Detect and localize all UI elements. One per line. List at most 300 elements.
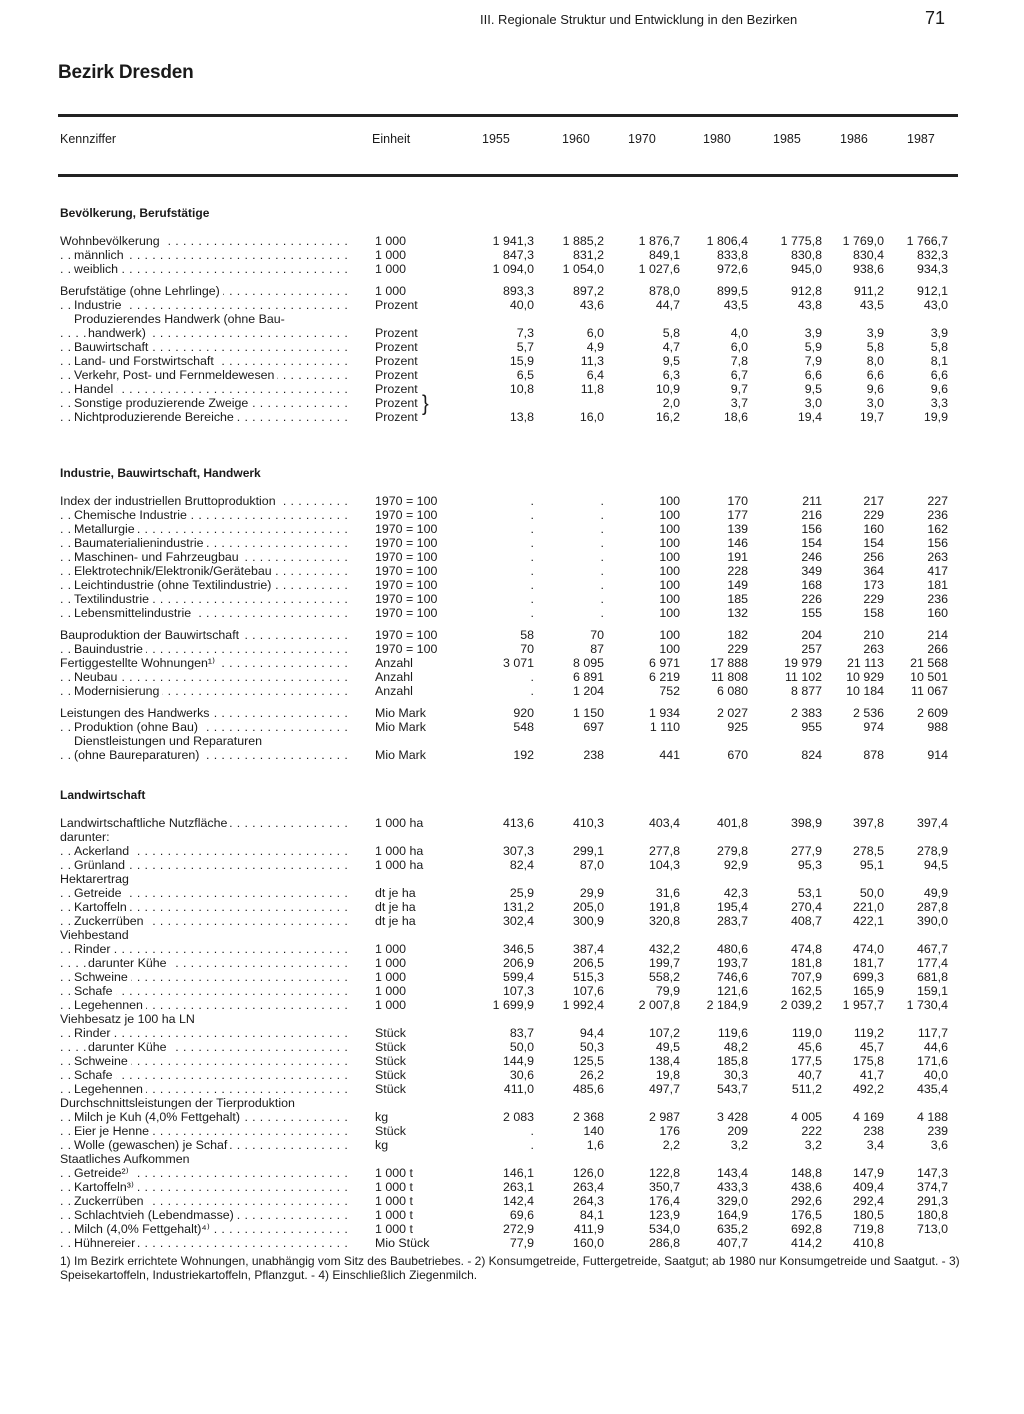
- row-value: 497,7: [648, 1082, 680, 1096]
- row-value: 84,1: [579, 1208, 604, 1222]
- row-label-text: Wolle (gewaschen) je Schaf: [74, 1138, 230, 1152]
- row-value: 2 383: [790, 706, 822, 720]
- row-value: 30,6: [509, 1068, 534, 1082]
- row-value: 257: [801, 642, 822, 656]
- row-value: 3,0: [866, 396, 884, 410]
- row-value: 407,7: [716, 1236, 748, 1250]
- row-label: [60, 1040, 350, 1054]
- row-value: 148,8: [790, 1166, 822, 1180]
- row-value: 31,6: [655, 886, 680, 900]
- row-value: 92,9: [723, 858, 748, 872]
- row-value: 17 888: [710, 656, 748, 670]
- row-label: [60, 970, 350, 984]
- row-value: 83,7: [509, 1026, 534, 1040]
- row-value: 1 775,8: [780, 234, 822, 248]
- table-row: [0, 942, 1024, 956]
- row-value: 1 992,4: [562, 998, 604, 1012]
- row-value: .: [530, 578, 534, 592]
- row-value: 264,3: [572, 1194, 604, 1208]
- row-label: [60, 1054, 350, 1068]
- row-value: 138,4: [648, 1054, 680, 1068]
- row-value: 214: [927, 628, 948, 642]
- page-title: Bezirk Dresden: [58, 62, 194, 83]
- table-row: [0, 248, 1024, 262]
- table-row: [0, 1026, 1024, 1040]
- row-unit: 1 000: [375, 956, 407, 970]
- row-label: [60, 508, 350, 522]
- row-value: 154: [801, 536, 822, 550]
- row-label-text: Produktion (ohne Bau): [74, 720, 201, 734]
- row-unit: 1 000: [375, 998, 407, 1012]
- row-label: [60, 706, 350, 720]
- row-value: 3 428: [716, 1110, 748, 1124]
- row-value: 100: [659, 628, 680, 642]
- table-row: [0, 656, 1024, 670]
- row-unit: 1970 = 100: [375, 578, 438, 592]
- row-value: 168: [801, 578, 822, 592]
- row-value: 100: [659, 522, 680, 536]
- row-value: 4 169: [852, 1110, 884, 1124]
- row-value: 410,8: [852, 1236, 884, 1250]
- row-value: 6 971: [648, 656, 680, 670]
- row-value: 185: [727, 592, 748, 606]
- row-value: 195,4: [716, 900, 748, 914]
- row-value: 287,8: [916, 900, 948, 914]
- row-value: 229: [727, 642, 748, 656]
- row-value: 6,6: [930, 368, 948, 382]
- row-label: [60, 684, 350, 698]
- row-label: [60, 354, 350, 368]
- row-value: 3,0: [804, 396, 822, 410]
- header-label: Kennziffer: [60, 132, 117, 146]
- row-label-text: Metallurgie: [74, 522, 138, 536]
- row-unit: 1 000 t: [375, 1194, 413, 1208]
- table-row: [0, 670, 1024, 684]
- row-unit: 1970 = 100: [375, 642, 438, 656]
- row-value: 263,1: [502, 1180, 534, 1194]
- row-value: 832,3: [916, 248, 948, 262]
- row-label-text: Lebensmittelindustrie: [74, 606, 194, 620]
- row-value: 239: [927, 1124, 948, 1138]
- row-value: .: [600, 606, 604, 620]
- table-row: [0, 592, 1024, 606]
- table-row: [0, 928, 1024, 942]
- row-value: 830,4: [852, 248, 884, 262]
- row-value: 10,8: [509, 382, 534, 396]
- row-value: 9,6: [866, 382, 884, 396]
- table-row: [0, 886, 1024, 900]
- row-label: [60, 396, 350, 410]
- brace-mark: }: [422, 391, 429, 417]
- row-label-text: Baumaterialienindustrie: [74, 536, 207, 550]
- row-value: 2 184,9: [706, 998, 748, 1012]
- row-value: 6 219: [648, 670, 680, 684]
- row-value: 2 609: [916, 706, 948, 720]
- row-unit: 1970 = 100: [375, 592, 438, 606]
- table-row: [0, 998, 1024, 1012]
- row-value: 277,8: [648, 844, 680, 858]
- row-value: 432,2: [648, 942, 680, 956]
- row-unit: kg: [375, 1138, 389, 1152]
- table-row: [0, 1096, 1024, 1110]
- row-value: 4 188: [916, 1110, 948, 1124]
- row-value: 146: [727, 536, 748, 550]
- row-label-text: Maschinen- und Fahrzeugbau: [74, 550, 242, 564]
- row-value: .: [530, 670, 534, 684]
- row-value: 180,8: [916, 1208, 948, 1222]
- row-unit: Mio Mark: [375, 706, 426, 720]
- row-value: 209: [727, 1124, 748, 1138]
- row-value: 6 080: [716, 684, 748, 698]
- row-value: 19,4: [797, 410, 822, 424]
- row-unit: Mio Mark: [375, 748, 426, 762]
- row-unit: 1970 = 100: [375, 508, 438, 522]
- row-label-text: Viehbestand: [60, 928, 132, 942]
- row-value: 144,9: [502, 1054, 534, 1068]
- row-value: 920: [513, 706, 534, 720]
- row-value: 346,5: [502, 942, 534, 956]
- table-row: [0, 900, 1024, 914]
- row-value: 79,9: [655, 984, 680, 998]
- row-unit: 1 000 ha: [375, 816, 424, 830]
- row-value: 211: [802, 494, 822, 508]
- row-value: 49,5: [655, 1040, 680, 1054]
- row-unit: 1970 = 100: [375, 564, 438, 578]
- row-label: [60, 1096, 350, 1110]
- row-value: 1 094,0: [492, 262, 534, 276]
- row-value: .: [600, 592, 604, 606]
- row-label-text: Zuckerrüben: [74, 914, 147, 928]
- row-value: 147,9: [852, 1166, 884, 1180]
- row-value: 50,0: [509, 1040, 534, 1054]
- row-value: 43,5: [723, 298, 748, 312]
- row-value: 19,8: [655, 1068, 680, 1082]
- row-value: 158: [863, 606, 884, 620]
- row-label: [60, 1166, 350, 1180]
- row-value: 7,8: [730, 354, 748, 368]
- row-value: 681,8: [916, 970, 948, 984]
- row-value: 45,6: [797, 1040, 822, 1054]
- table-row: [0, 706, 1024, 720]
- row-value: 192: [513, 748, 534, 762]
- row-unit: 1970 = 100: [375, 606, 438, 620]
- row-value: 43,5: [859, 298, 884, 312]
- row-value: 100: [659, 536, 680, 550]
- row-label-text: Neubau: [74, 670, 120, 684]
- row-value: 2 083: [502, 1110, 534, 1124]
- row-value: 897,2: [572, 284, 604, 298]
- row-value: 1 957,7: [842, 998, 884, 1012]
- row-label-text: darunter Kühe: [88, 1040, 170, 1054]
- row-value: 175,8: [852, 1054, 884, 1068]
- row-label-text: Durchschnittsleistungen der Tierproduktion: [60, 1096, 298, 1110]
- row-label: [60, 564, 350, 578]
- row-value: 972,6: [716, 262, 748, 276]
- row-value: 19 979: [784, 656, 822, 670]
- row-unit: dt je ha: [375, 900, 416, 914]
- row-value: 2 027: [716, 706, 748, 720]
- row-value: .: [600, 550, 604, 564]
- row-value: 263,4: [572, 1180, 604, 1194]
- row-value: 2,2: [662, 1138, 680, 1152]
- row-value: 256: [863, 550, 884, 564]
- row-value: 221,0: [852, 900, 884, 914]
- row-unit: Anzahl: [375, 684, 413, 698]
- row-value: 5,8: [930, 340, 948, 354]
- row-value: 2 368: [572, 1110, 604, 1124]
- row-label-text: Legehennen: [74, 1082, 146, 1096]
- row-value: 170: [727, 494, 748, 508]
- table-row: [0, 1208, 1024, 1222]
- row-label: [60, 326, 350, 340]
- row-unit: 1 000: [375, 234, 407, 248]
- row-value: 140: [583, 1124, 604, 1138]
- row-value: 830,8: [790, 248, 822, 262]
- footnotes: [60, 1254, 970, 1282]
- row-value: 58: [520, 628, 534, 642]
- row-value: .: [600, 564, 604, 578]
- row-value: 824: [801, 748, 822, 762]
- row-label-text: Milch (4,0% Fettgehalt)⁴⁾: [74, 1222, 213, 1236]
- row-value: 107,2: [648, 1026, 680, 1040]
- row-label: [60, 1236, 350, 1250]
- row-label: [60, 410, 350, 424]
- row-value: 3,4: [866, 1138, 884, 1152]
- row-value: 364: [863, 564, 884, 578]
- row-value: 1 110: [649, 720, 680, 734]
- row-label-text: Schlachtvieh (Lebendmasse): [74, 1208, 237, 1222]
- row-unit: 1 000 t: [375, 1166, 413, 1180]
- row-value: 180,5: [852, 1208, 884, 1222]
- row-value: 44,7: [655, 298, 680, 312]
- row-value: 833,8: [716, 248, 748, 262]
- row-label: [60, 298, 350, 312]
- row-value: .: [530, 494, 534, 508]
- row-label: [60, 578, 350, 592]
- row-value: 914: [927, 748, 948, 762]
- row-value: 1 027,6: [638, 262, 680, 276]
- row-label-text: Zuckerrüben: [74, 1194, 147, 1208]
- row-value: 30,3: [723, 1068, 748, 1082]
- row-value: 45,7: [859, 1040, 884, 1054]
- row-value: 191: [727, 550, 748, 564]
- row-value: 320,8: [648, 914, 680, 928]
- row-value: 441: [659, 748, 680, 762]
- row-value: 1 730,4: [906, 998, 948, 1012]
- row-label: [60, 550, 350, 564]
- table-row: [0, 326, 1024, 340]
- row-label-text: Getreide²⁾: [74, 1166, 132, 1180]
- row-label: [60, 1152, 350, 1166]
- row-label-text: Index der industriellen Bruttoproduktion: [60, 494, 279, 508]
- row-value: 1 806,4: [706, 234, 748, 248]
- row-value: 3 071: [502, 656, 534, 670]
- row-value: 29,9: [579, 886, 604, 900]
- row-value: 53,1: [797, 886, 822, 900]
- row-value: 131,2: [502, 900, 534, 914]
- row-value: 307,3: [502, 844, 534, 858]
- row-value: 193,7: [716, 956, 748, 970]
- row-value: 713,0: [916, 1222, 948, 1236]
- row-value: .: [530, 684, 534, 698]
- row-value: 849,1: [648, 248, 680, 262]
- row-value: 19,9: [923, 410, 948, 424]
- row-label: [60, 844, 350, 858]
- row-unit: 1970 = 100: [375, 494, 438, 508]
- row-label-text: Schweine: [74, 970, 131, 984]
- row-value: 692,8: [790, 1222, 822, 1236]
- row-value: 210: [863, 628, 884, 642]
- row-label: [60, 748, 350, 762]
- row-value: 1 204: [572, 684, 604, 698]
- row-value: 2 039,2: [780, 998, 822, 1012]
- row-value: 292,6: [790, 1194, 822, 1208]
- row-label-text: Hühnereier: [74, 1236, 138, 1250]
- row-label: [60, 536, 350, 550]
- row-value: 11 067: [911, 684, 948, 698]
- row-value: 100: [659, 508, 680, 522]
- table-row: [0, 816, 1024, 830]
- row-value: 492,2: [852, 1082, 884, 1096]
- row-label: [60, 1194, 350, 1208]
- row-value: 171,6: [916, 1054, 948, 1068]
- row-value: 227: [927, 494, 948, 508]
- row-label: [60, 1208, 350, 1222]
- row-label: [60, 628, 350, 642]
- table-row: [0, 578, 1024, 592]
- row-label-text: Getreide: [74, 886, 125, 900]
- row-value: 8 877: [790, 684, 822, 698]
- row-value: .: [530, 1124, 534, 1138]
- row-value: 2 536: [852, 706, 884, 720]
- row-value: 878: [863, 748, 884, 762]
- table-row: [0, 1194, 1024, 1208]
- row-value: 10 501: [910, 670, 948, 684]
- row-unit: 1970 = 100: [375, 550, 438, 564]
- table-row: [0, 522, 1024, 536]
- row-value: 329,0: [716, 1194, 748, 1208]
- row-unit: Stück: [375, 1026, 406, 1040]
- row-value: 350,7: [648, 1180, 680, 1194]
- row-value: 8,0: [866, 354, 884, 368]
- row-value: .: [600, 578, 604, 592]
- table-header-row: [0, 132, 1024, 150]
- row-unit: 1 000: [375, 284, 407, 298]
- row-value: 95,1: [859, 858, 884, 872]
- row-value: 160: [927, 606, 948, 620]
- row-unit: Mio Stück: [375, 1236, 430, 1250]
- row-unit: 1 000 t: [375, 1208, 413, 1222]
- row-value: 1 054,0: [562, 262, 604, 276]
- row-unit: 1 000: [375, 942, 407, 956]
- row-value: 176,4: [648, 1194, 680, 1208]
- row-label-text: Legehennen: [74, 998, 146, 1012]
- table-row: [0, 1166, 1024, 1180]
- row-value: 272,9: [502, 1222, 534, 1236]
- row-value: 216: [801, 508, 822, 522]
- row-value: 21 568: [910, 656, 948, 670]
- row-value: 467,7: [916, 942, 948, 956]
- row-value: 50,3: [579, 1040, 604, 1054]
- row-label: [60, 1124, 350, 1138]
- row-value: 411,0: [503, 1082, 534, 1096]
- row-label-text: männlich: [74, 248, 127, 262]
- row-value: 9,6: [930, 382, 948, 396]
- row-value: 300,9: [572, 914, 604, 928]
- row-unit: Prozent: [375, 382, 418, 396]
- row-label: [60, 900, 350, 914]
- row-value: 6,5: [516, 368, 534, 382]
- row-value: 4,9: [586, 340, 604, 354]
- row-value: .: [530, 606, 534, 620]
- row-value: 5,9: [804, 340, 822, 354]
- row-value: 1 941,3: [492, 234, 534, 248]
- header-year: 1986: [840, 132, 868, 146]
- row-label: [60, 494, 350, 508]
- table-row: [0, 1180, 1024, 1194]
- row-unit: Stück: [375, 1124, 406, 1138]
- row-label-text: Elektrotechnik/Elektronik/Gerätebau: [74, 564, 275, 578]
- table-row: [0, 340, 1024, 354]
- row-label-text: handwerk): [88, 326, 149, 340]
- row-value: 121,6: [716, 984, 748, 998]
- row-value: 238: [583, 748, 604, 762]
- row-unit: Mio Mark: [375, 720, 426, 734]
- row-value: 699,3: [852, 970, 884, 984]
- row-value: 122,8: [648, 1166, 680, 1180]
- row-value: 397,4: [916, 816, 948, 830]
- row-unit: 1 000: [375, 248, 407, 262]
- row-value: 156: [927, 536, 948, 550]
- table-top-rule: [58, 114, 958, 117]
- table-row: [0, 1040, 1024, 1054]
- row-value: 911,2: [853, 284, 884, 298]
- row-value: 474,0: [852, 942, 884, 956]
- row-value: 11 102: [785, 670, 822, 684]
- row-value: 6,0: [730, 340, 748, 354]
- row-label-text: Leichtindustrie (ohne Textilindustrie): [74, 578, 274, 592]
- running-head: III. Regionale Struktur und Entwicklung in den Bezirken: [480, 12, 798, 27]
- row-value: 119,6: [717, 1026, 748, 1040]
- row-value: 6,6: [866, 368, 884, 382]
- row-value: 670: [727, 748, 748, 762]
- row-value: 95,3: [797, 858, 822, 872]
- table-row: [0, 550, 1024, 564]
- row-value: 87: [590, 642, 604, 656]
- row-label: [60, 1222, 350, 1236]
- row-label-text: (ohne Baureparaturen): [74, 748, 202, 762]
- row-value: 7,3: [516, 326, 534, 340]
- row-value: 934,3: [916, 262, 948, 276]
- row-value: 599,4: [502, 970, 534, 984]
- row-value: 123,9: [648, 1208, 680, 1222]
- row-label: [60, 914, 350, 928]
- row-value: 13,8: [509, 410, 534, 424]
- row-value: 191,8: [648, 900, 680, 914]
- row-value: 515,3: [572, 970, 604, 984]
- row-label-text: Handel: [74, 382, 116, 396]
- table-row: [0, 830, 1024, 844]
- table-row: [0, 872, 1024, 886]
- table-row: [0, 1110, 1024, 1124]
- row-value: .: [600, 494, 604, 508]
- row-value: 6,0: [586, 326, 604, 340]
- row-label: [60, 1180, 350, 1194]
- row-unit: Prozent: [375, 340, 418, 354]
- row-value: 417: [927, 564, 948, 578]
- row-value: 159,1: [916, 984, 948, 998]
- row-unit: Prozent: [375, 326, 418, 340]
